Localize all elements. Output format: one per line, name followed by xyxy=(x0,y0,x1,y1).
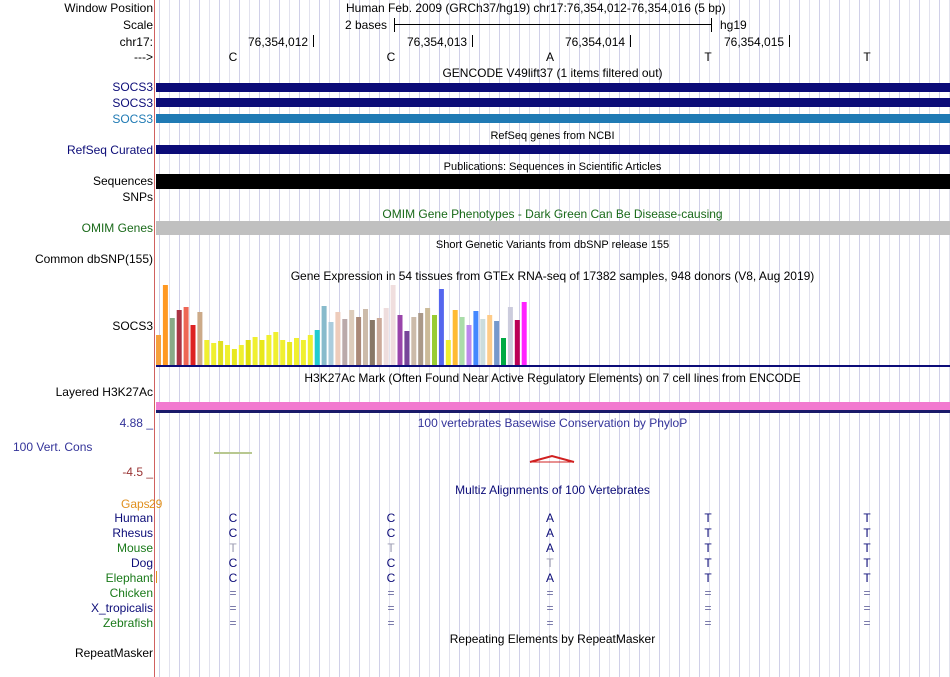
alignment-base: C xyxy=(228,571,238,585)
gtex-bar[interactable] xyxy=(294,338,299,365)
alignment-base: = xyxy=(546,601,554,615)
gtex-bar[interactable] xyxy=(308,335,313,365)
alignment-base: C xyxy=(228,556,238,570)
alignment-base: C xyxy=(228,511,238,525)
alignment-base: = xyxy=(704,616,712,630)
alignment-base: T xyxy=(863,541,871,555)
gtex-bar[interactable] xyxy=(197,312,202,365)
gtex-baseline xyxy=(156,365,950,367)
repeatmasker-track-title: Repeating Elements by RepeatMasker xyxy=(449,632,656,646)
gtex-bar[interactable] xyxy=(391,285,396,365)
alignment-base: C xyxy=(386,571,396,585)
gtex-bar[interactable] xyxy=(239,345,244,365)
gtex-bar[interactable] xyxy=(170,318,175,365)
gtex-bar[interactable] xyxy=(425,308,430,365)
alignment-base: = xyxy=(229,586,237,600)
gtex-bar[interactable] xyxy=(384,308,389,365)
gaps-label: Gaps xyxy=(121,497,150,511)
gtex-bar[interactable] xyxy=(156,335,161,365)
position-label: 76,354,013 xyxy=(407,35,468,49)
gtex-bar[interactable] xyxy=(363,309,368,365)
alignment-base: A xyxy=(545,541,554,555)
scale-value: 2 bases xyxy=(345,18,388,32)
gtex-bar[interactable] xyxy=(329,322,334,365)
gtex-bar[interactable] xyxy=(487,315,492,365)
dbsnp-track-label[interactable]: Common dbSNP(155) xyxy=(34,252,153,266)
alignment-base: A xyxy=(545,511,554,525)
h3k27ac-track-title: H3K27Ac Mark (Often Found Near Active Regulatory Elements) on 7 cell lines from ENCODE xyxy=(304,371,801,385)
alignment-base: = xyxy=(546,586,554,600)
phylop-track-label[interactable]: 100 Vert. Cons xyxy=(13,440,93,454)
gtex-bar[interactable] xyxy=(225,345,230,365)
alignment-base: T xyxy=(704,511,712,525)
sequences-track-label[interactable]: Sequences xyxy=(92,174,153,188)
gtex-bar[interactable] xyxy=(280,340,285,365)
position-label: 76,354,012 xyxy=(248,35,309,49)
position-tick xyxy=(472,35,473,47)
position-tick xyxy=(630,35,631,47)
alignment-base: = xyxy=(546,616,554,630)
gtex-bar[interactable] xyxy=(191,325,196,365)
gtex-bar[interactable] xyxy=(501,338,506,365)
base-letter: C xyxy=(386,50,396,64)
alignment-base: T xyxy=(863,526,871,540)
gencode-track-title: GENCODE V49lift37 (1 items filtered out) xyxy=(442,66,663,80)
gtex-bar[interactable] xyxy=(335,312,340,365)
gtex-bar-chart[interactable] xyxy=(155,284,535,366)
gtex-bar[interactable] xyxy=(246,340,251,365)
gtex-bar[interactable] xyxy=(467,325,472,365)
gtex-bar[interactable] xyxy=(232,349,237,365)
gtex-bar[interactable] xyxy=(356,317,361,365)
alignment-base: = xyxy=(704,586,712,600)
gtex-bar[interactable] xyxy=(480,319,485,365)
alignment-base: T xyxy=(863,511,871,525)
species-label[interactable]: X_tropicalis xyxy=(90,601,153,615)
gtex-bar[interactable] xyxy=(508,307,513,365)
alignment-base: A xyxy=(545,571,554,585)
position-label: 76,354,015 xyxy=(724,35,785,49)
alignment-base: = xyxy=(863,601,871,615)
gtex-bar[interactable] xyxy=(473,311,478,365)
gtex-bar[interactable] xyxy=(287,342,292,365)
elephant-gap-marker xyxy=(156,571,157,583)
gtex-bar[interactable] xyxy=(315,330,320,365)
phylop-green-signal xyxy=(214,452,252,454)
gtex-bar[interactable] xyxy=(273,332,278,365)
alignment-base: = xyxy=(229,601,237,615)
gtex-bar[interactable] xyxy=(177,310,182,365)
gtex-bar[interactable] xyxy=(494,321,499,365)
alignment-base: = xyxy=(229,616,237,630)
publications-track-title: Publications: Sequences in Scientific Articles xyxy=(443,161,662,173)
alignment-base: C xyxy=(386,526,396,540)
gtex-bar[interactable] xyxy=(446,340,451,365)
scale-bar xyxy=(394,24,712,25)
alignment-base: = xyxy=(863,586,871,600)
snps-track-label[interactable]: SNPs xyxy=(122,190,153,204)
h3k27ac-signal[interactable] xyxy=(156,402,950,410)
position-tick xyxy=(789,35,790,47)
gtex-bar[interactable] xyxy=(439,289,444,365)
base-letter: C xyxy=(228,50,238,64)
gtex-bar[interactable] xyxy=(301,340,306,365)
gtex-bar[interactable] xyxy=(411,317,416,365)
gtex-bar[interactable] xyxy=(260,340,265,365)
gtex-bar[interactable] xyxy=(342,319,347,365)
h3k27ac-track-label[interactable]: Layered H3K27Ac xyxy=(55,385,153,399)
gencode-item-label[interactable]: SOCS3 xyxy=(112,80,153,94)
gtex-bar[interactable] xyxy=(266,335,271,365)
gtex-bar[interactable] xyxy=(204,340,209,365)
gtex-track-label[interactable]: SOCS3 xyxy=(112,319,153,333)
dbsnp-track-title: Short Genetic Variants from dbSNP release 155 xyxy=(435,239,670,251)
gtex-bar[interactable] xyxy=(418,313,423,365)
position-label: 76,354,014 xyxy=(565,35,626,49)
sequences-bar[interactable] xyxy=(156,174,950,189)
phylop-max-label: 4.88 _ xyxy=(119,416,153,430)
alignment-base: = xyxy=(387,601,395,615)
alignment-base: T xyxy=(704,541,712,555)
phylop-red-signal xyxy=(528,454,576,464)
base-letter: T xyxy=(863,50,871,64)
gencode-item-label[interactable]: SOCS3 xyxy=(112,112,153,126)
gtex-bar[interactable] xyxy=(253,337,258,365)
gaps-value: 29 xyxy=(149,497,163,511)
gencode-gene-bar[interactable] xyxy=(156,83,950,92)
base-letter: A xyxy=(545,50,554,64)
species-label[interactable]: Mouse xyxy=(116,541,153,555)
phylop-min-label: -4.5 _ xyxy=(122,465,153,479)
h3k27ac-baseline xyxy=(156,410,950,413)
gencode-gene-bar[interactable] xyxy=(156,114,950,123)
species-label[interactable]: Chicken xyxy=(109,586,153,600)
window-position-value: Human Feb. 2009 (GRCh37/hg19) chr17:76,354,012-76,354,016 (5 bp) xyxy=(346,1,726,15)
alignment-base: T xyxy=(863,571,871,585)
gtex-bar[interactable] xyxy=(211,343,216,365)
alignment-base: T xyxy=(863,556,871,570)
gtex-bar[interactable] xyxy=(404,331,409,365)
gencode-item-label[interactable]: SOCS3 xyxy=(112,96,153,110)
alignment-base: C xyxy=(386,556,396,570)
strand-label: ---> xyxy=(134,50,153,64)
alignment-base: T xyxy=(704,556,712,570)
alignment-base: T xyxy=(704,571,712,585)
gtex-bar[interactable] xyxy=(453,310,458,365)
gtex-bar[interactable] xyxy=(432,315,437,365)
gtex-bar[interactable] xyxy=(522,302,527,365)
gtex-bar[interactable] xyxy=(349,310,354,365)
refseq-track-label[interactable]: RefSeq Curated xyxy=(66,143,153,157)
alignment-base: = xyxy=(387,616,395,630)
gtex-bar[interactable] xyxy=(184,307,189,365)
alignment-base: = xyxy=(387,586,395,600)
scale-bar-left-tick xyxy=(394,18,395,32)
window-position-label: Window Position xyxy=(64,1,153,15)
base-letter: T xyxy=(704,50,712,64)
gtex-bar[interactable] xyxy=(163,285,168,365)
species-label[interactable]: Rhesus xyxy=(112,526,153,540)
gtex-bar[interactable] xyxy=(515,320,520,365)
refseq-gene-bar[interactable] xyxy=(156,145,950,154)
scale-bar-right-tick xyxy=(711,18,712,32)
omim-track-label[interactable]: OMIM Genes xyxy=(81,221,153,235)
alignment-base: C xyxy=(386,511,396,525)
alignment-base: T xyxy=(387,541,395,555)
gtex-bar[interactable] xyxy=(370,320,375,365)
alignment-base: C xyxy=(228,526,238,540)
chrom-label: chr17: xyxy=(119,35,153,49)
phylop-track-title: 100 vertebrates Basewise Conservation by PhyloP xyxy=(417,416,688,430)
gtex-bar[interactable] xyxy=(322,306,327,365)
alignment-base: A xyxy=(545,526,554,540)
gtex-bar[interactable] xyxy=(377,318,382,365)
alignment-base: T xyxy=(546,556,554,570)
scale-label: Scale xyxy=(122,18,153,32)
alignment-base: T xyxy=(704,526,712,540)
scale-assembly: hg19 xyxy=(720,18,747,32)
position-tick xyxy=(313,35,314,47)
gtex-bar[interactable] xyxy=(460,317,465,365)
gtex-track-title: Gene Expression in 54 tissues from GTEx RNA-seq of 17382 samples, 948 donors (V8, Aug 2019) xyxy=(290,269,815,283)
species-label[interactable]: Dog xyxy=(130,556,153,570)
omim-track-title: OMIM Gene Phenotypes - Dark Green Can Be Disease-causing xyxy=(382,207,723,221)
gencode-gene-bar[interactable] xyxy=(156,98,950,107)
species-label[interactable]: Human xyxy=(114,511,153,525)
refseq-track-title: RefSeq genes from NCBI xyxy=(490,130,615,142)
omim-bar[interactable] xyxy=(156,221,950,235)
species-label[interactable]: Elephant xyxy=(105,571,153,585)
gtex-bar[interactable] xyxy=(218,341,223,365)
alignment-base: = xyxy=(704,601,712,615)
repeatmasker-track-label[interactable]: RepeatMasker xyxy=(74,646,153,660)
alignment-base: T xyxy=(229,541,237,555)
alignment-base: = xyxy=(863,616,871,630)
species-label[interactable]: Zebrafish xyxy=(102,616,153,630)
multiz-track-title: Multiz Alignments of 100 Vertebrates xyxy=(455,483,650,497)
gtex-bar[interactable] xyxy=(398,315,403,365)
